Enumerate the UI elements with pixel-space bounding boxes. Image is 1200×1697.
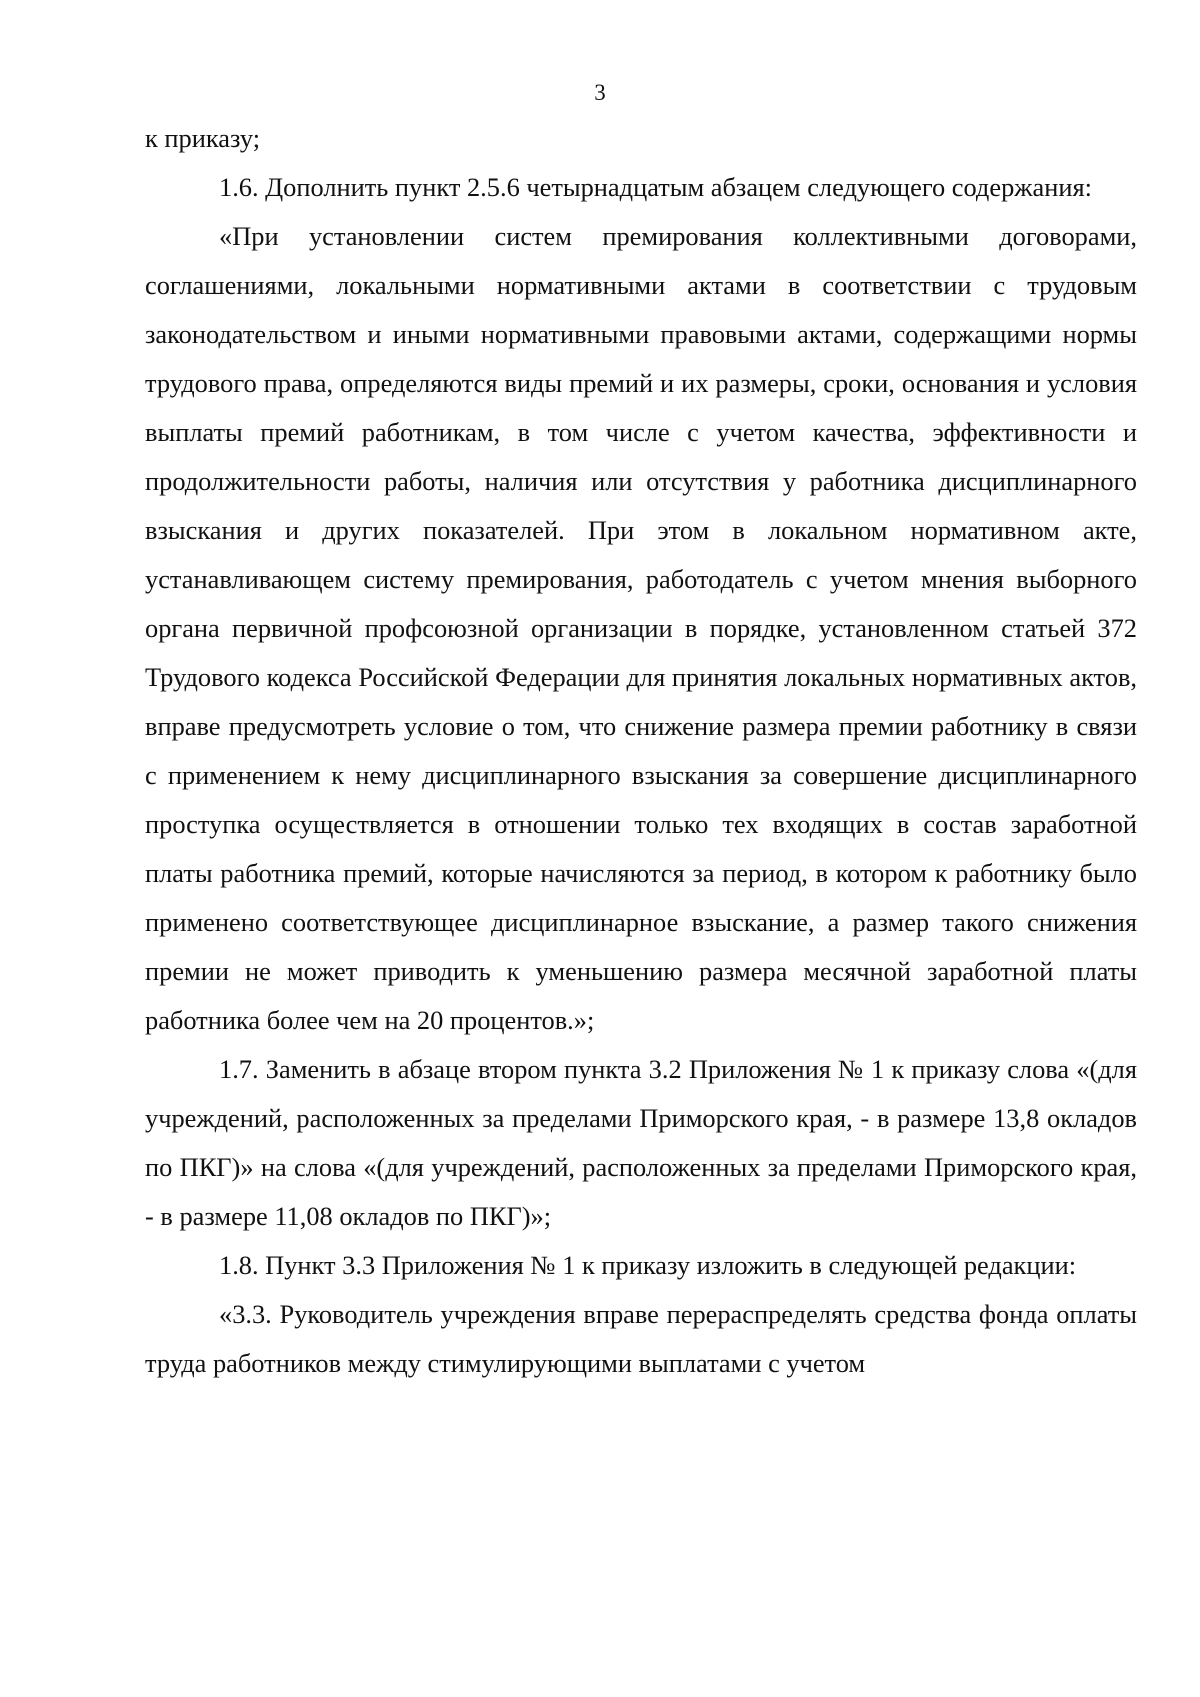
paragraph-item-1-6: 1.6. Дополнить пункт 2.5.6 четырнадцатым абзацем следующего содержания: [219,172,1092,202]
paragraph-continuation: к приказу; [145,123,261,153]
paragraph-quote-bonus-systems: «При установлении систем премирования коллективными договорами, соглашениями, локальными нормативными актами в соответствии с трудовым законодательством и иными нормативными правовыми актами, содержащими нормы трудового права, определяются виды премий и их размеры, сроки, основания и условия выплаты премий работникам, в том числе с учетом качества, эффективности и продолжительности работы, наличия или отсутствия у работника дисциплинарного взыскания и других показателей. При этом в локальном нормативном акте, устанавливающем систему премирования, работодатель с учетом мнения выборного органа первичной профсоюзной организации в порядке, установленном статьей 372 Трудового кодекса Российской Федерации для принятия локальных нормативных актов, вправе предусмотреть условие о том, что снижение размера премии работнику в связи с применением к нему дисциплинарного взыскания за совершение дисциплинарного проступка осуществляется в отношении только тех входящих в состав заработной платы работника премий, которые начисляются за период, в котором к работнику было применено соответствующее дисциплинарное взыскание, а размер такого снижения премии не может приводить к уменьшению размера месячной заработной платы работника более чем на 20 процентов.»; [145,221,1137,1035]
page-number: 3 [594,80,606,105]
paragraph-item-1-7: 1.7. Заменить в абзаце втором пункта 3.2 Приложения № 1 к приказу слова «(для учреждений, расположенных за пределами Приморского края, - в размере 13,8 окладов по ПКГ)» на слова «(для учреждений, расположенных за пределами Приморского края, - в размере 11,08 окладов по ПКГ)»; [145,1054,1137,1231]
paragraph-item-1-8: 1.8. Пункт 3.3 Приложения № 1 к приказу изложить в следующей редакции: [219,1250,1077,1280]
paragraph-quote-3-3: «3.3. Руководитель учреждения вправе перераспределять средства фонда оплаты труда работников между стимулирующими выплатами с учетом [145,1299,1137,1378]
document-body [145,114,1137,1388]
